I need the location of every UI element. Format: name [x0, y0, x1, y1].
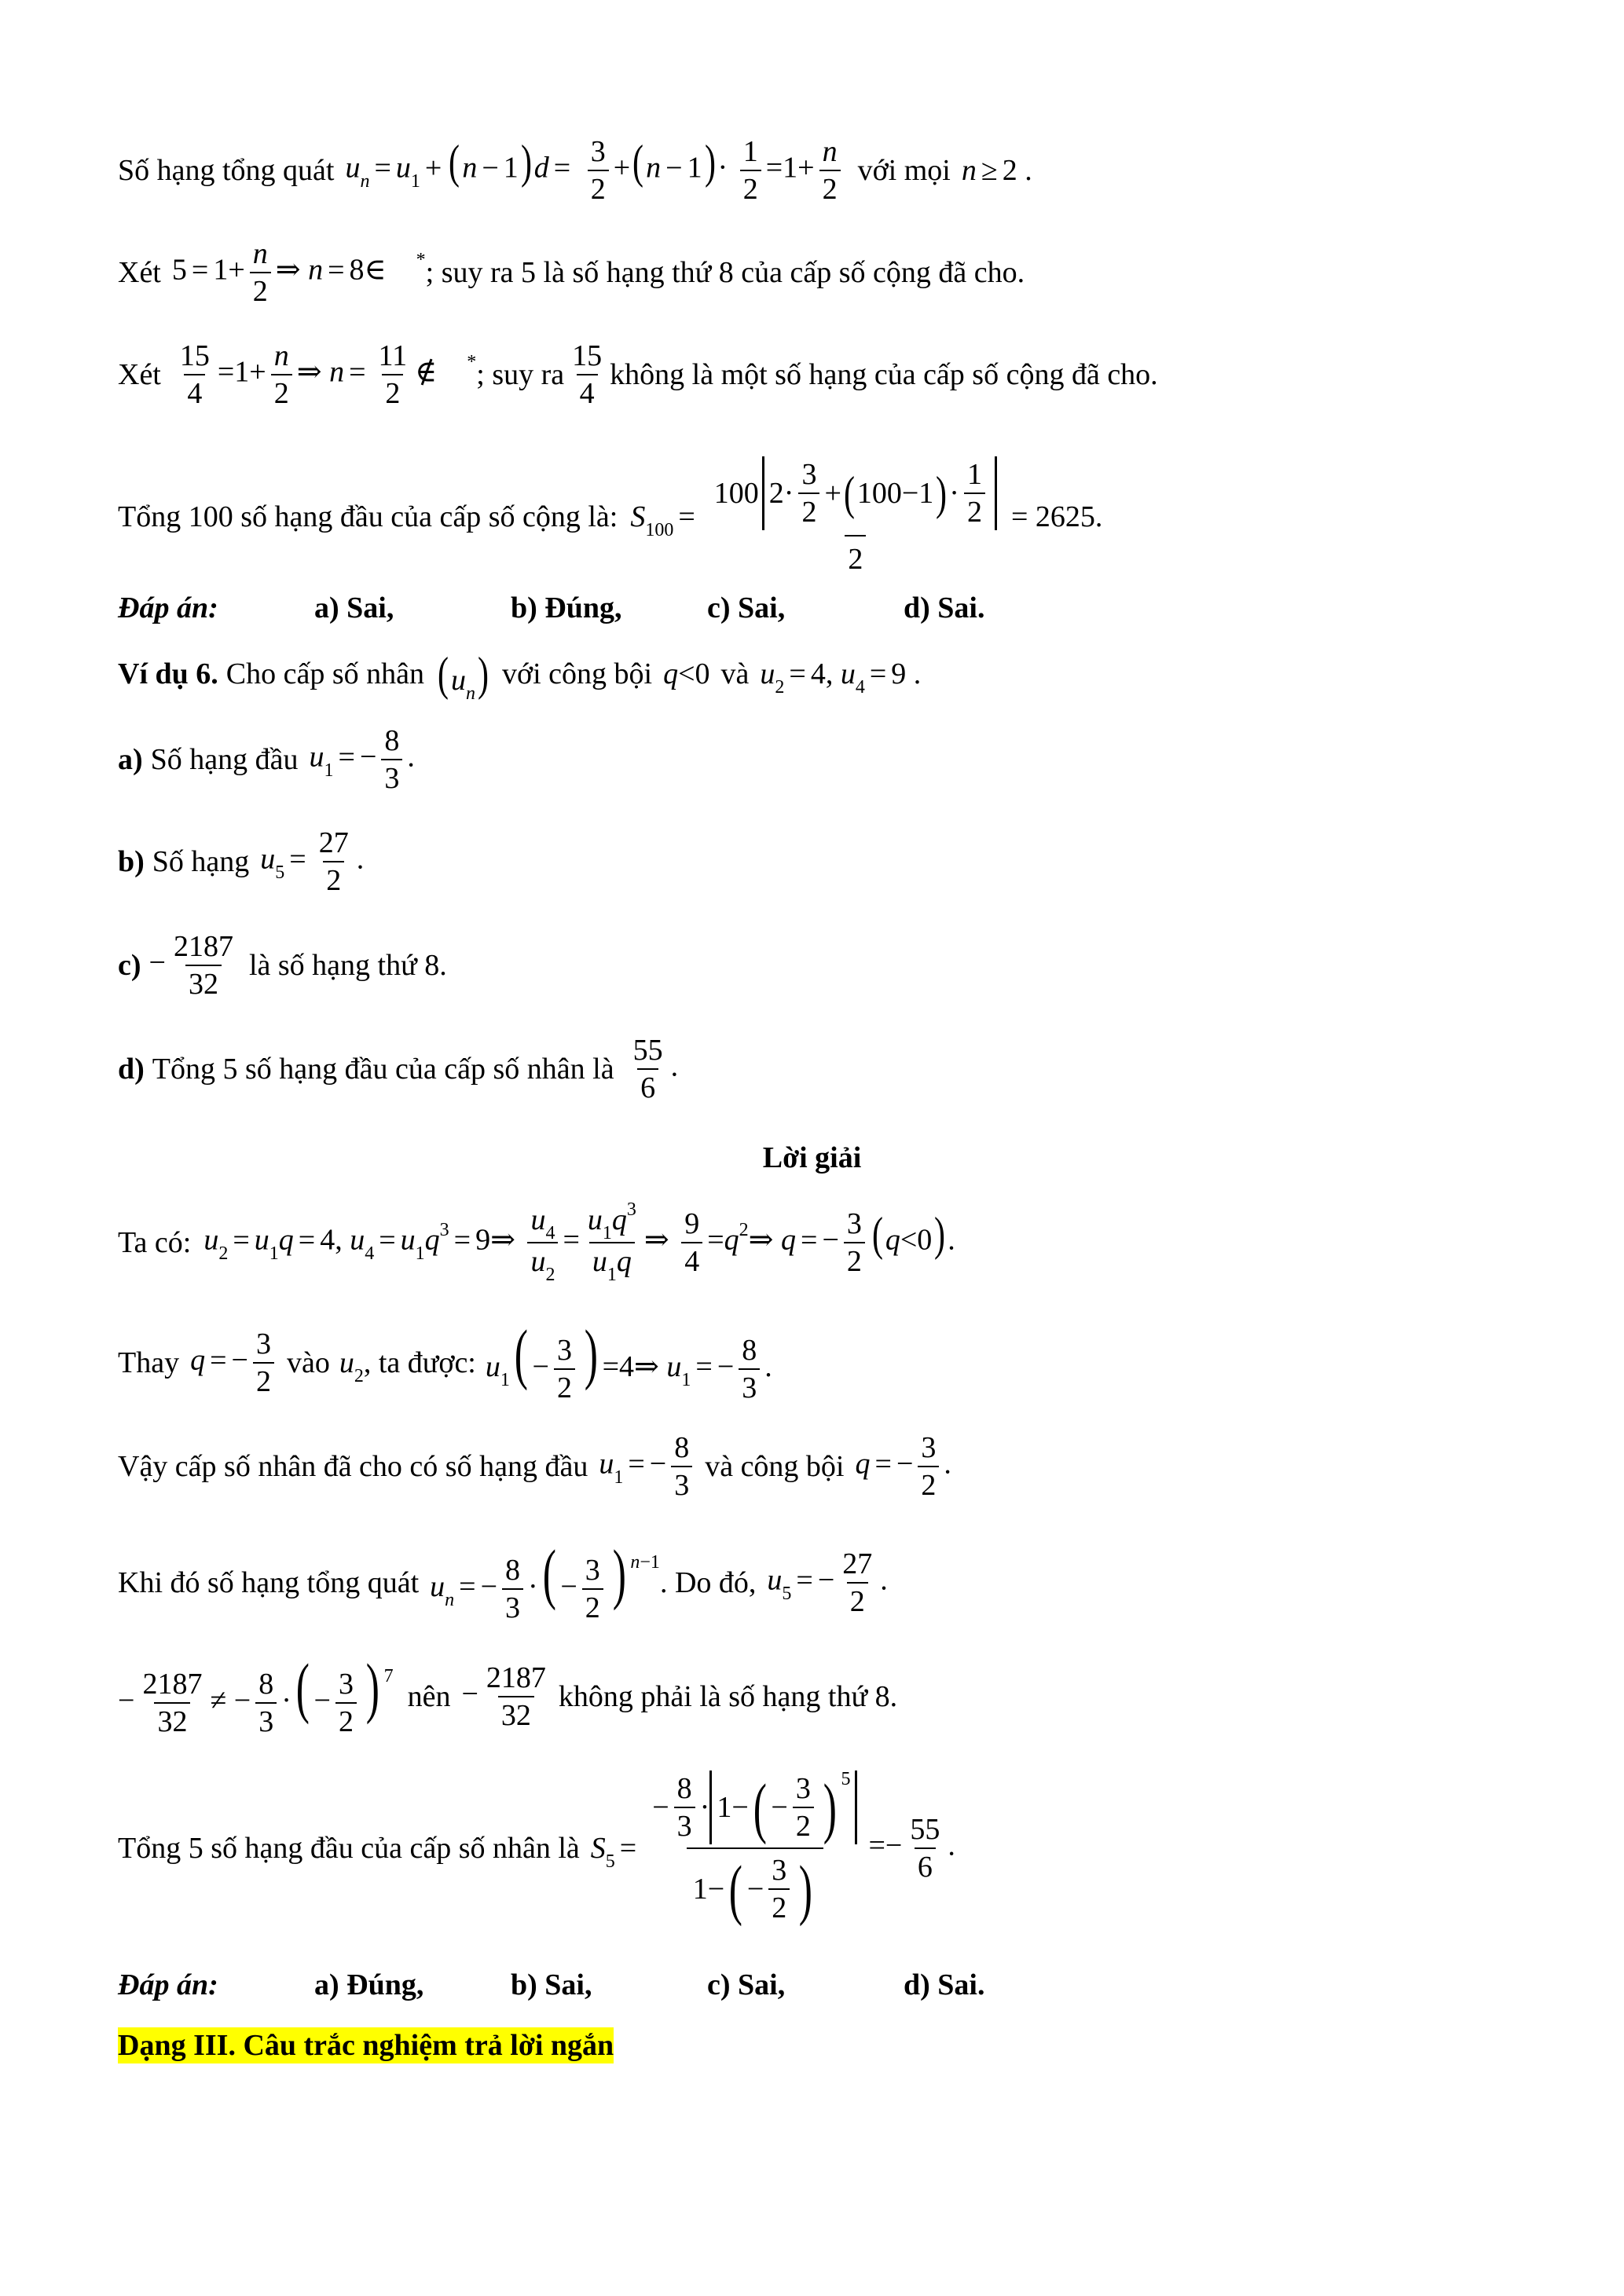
- example-6: Ví dụ 6. Cho cấp số nhân $(u_n)$ với công bội q<0 và $u_2 = 4$, $u_4 = 9$ .: [118, 648, 922, 704]
- text: không phải là số hạng thứ 8.: [558, 1680, 898, 1714]
- section-title: Dạng III. Câu trắc nghiệm trả lời ngắn: [118, 2029, 614, 2062]
- statement-a: a) Số hạng đầu $u_1$ = − $\frac{8}{3}$ .: [118, 724, 415, 795]
- label: b): [118, 845, 145, 878]
- text: Số hạng: [152, 845, 250, 878]
- text: với công bội: [501, 657, 653, 690]
- solution-step-4: Khi đó số hạng tổng quát $u_n$ = − $\frac{8}{3}$ ·( − $\frac{3}{2}$ ) $^{n-1}$ . Do đó, $u_5$ = − $\frac{27}{2}$ .: [118, 1536, 888, 1625]
- answer-d: d) Sai.: [904, 1968, 985, 2001]
- text: và công bội: [705, 1450, 845, 1483]
- text: Xét: [118, 256, 161, 289]
- example-label: Ví dụ 6.: [118, 657, 218, 690]
- solution-title: Lời giải: [762, 1141, 862, 1174]
- statement-b: b) Số hạng $u_5$ = $\frac{27}{2}$ .: [118, 826, 365, 897]
- text: Số hạng tổng quát: [118, 154, 335, 187]
- answer-b: b) Đúng,: [511, 591, 622, 624]
- label: d): [118, 1053, 145, 1086]
- section-heading: [118, 2028, 614, 2063]
- solution-step-6: Tổng 5 số hạng đầu của cấp số nhân là $S_5$ = − $\frac{8}{3}$ · 1− ( − $\frac{3}{2}$ ) 5 1− ( − $\frac{3}{2}$ ) =− $\frac{55}{6}$ .: [118, 1767, 955, 1929]
- text: Vậy cấp số nhân đã cho có số hạng đầu: [118, 1450, 588, 1483]
- label: c): [118, 949, 141, 982]
- text: ; suy ra 5 là số hạng thứ 8 của cấp số cộng đã cho.: [425, 256, 1025, 289]
- check-15-4-line: Xét $\frac{15}{4}$ =1+ $\frac{n}{2}$ ⇒ n = $\frac{11}{2}$ ∉ * ; suy ra $\frac{15}{4}$ không là một số hạng của cấp số cộng đã cho.: [118, 339, 1158, 410]
- sum-100-line: Tổng 100 số hạng đầu của cấp số cộng là: $S_{100}$ = 100 2· $\frac{3}{2}$ + ( 100−1 ) · $\frac{1}{2}$ 2 = 2625.: [118, 452, 1102, 582]
- text: nên: [407, 1680, 451, 1714]
- solution-step-3: Vậy cấp số nhân đã cho có số hạng đầu $u_1$ = − $\frac{8}{3}$ và công bội q = − $\frac{3}{2}$ .: [118, 1431, 951, 1502]
- check-5-line: Xét 5 = 1+ $\frac{n}{2}$ ⇒ n = 8∈ * ; suy ra 5 là số hạng thứ 8 của cấp số cộng đã cho.: [118, 237, 1025, 308]
- text: Tổng 5 số hạng đầu của cấp số nhân là: [152, 1053, 614, 1086]
- text: Tổng 5 số hạng đầu của cấp số nhân là: [118, 1832, 580, 1865]
- answer-label: Đáp án:: [118, 1968, 218, 2001]
- text: Xét: [118, 358, 161, 391]
- text: với mọi: [857, 154, 951, 187]
- text: = 2625.: [1010, 500, 1103, 533]
- answer-c: c) Sai,: [707, 1968, 786, 2001]
- text: và: [720, 657, 750, 690]
- text: không là một số hạng của cấp số cộng đã cho.: [610, 358, 1158, 391]
- general-term-line: Số hạng tổng quát $u_n = u_1 + (n - 1)d$ = $\frac{3}{2}$ +(n − 1)· $\frac{1}{2}$ =1+ $\frac{n}{2}$ với mọi n ≥ 2 .: [118, 135, 1032, 206]
- text: Số hạng đầu: [150, 743, 299, 776]
- answer-a: a) Đúng,: [314, 1968, 424, 2001]
- solution-step-2: Thay q = − $\frac{3}{2}$ vào $u_2$ , ta được: $u_1$( − $\frac{3}{2}$ ) =4⇒ $u_1$ = − $\frac{8}{3}$ .: [118, 1316, 772, 1405]
- answer-c: c) Sai,: [707, 591, 786, 624]
- statement-c: c) − $\frac{2187}{32}$ là số hạng thứ 8.: [118, 930, 447, 1001]
- answer-row-2: [118, 1968, 984, 2002]
- answer-a: a) Sai,: [314, 591, 394, 624]
- text: Cho cấp số nhân: [225, 657, 425, 690]
- text: , ta được:: [363, 1346, 476, 1380]
- text: . Do đó,: [659, 1566, 757, 1600]
- formula: $u_n = u_1 + (n - 1)d$ = $\frac{3}{2}$ +(n − 1)· $\frac{1}{2}$ =1+ $\frac{n}{2}$: [345, 134, 845, 207]
- label: a): [118, 743, 143, 776]
- text: ; suy ra: [476, 358, 565, 391]
- text: là số hạng thứ 8.: [248, 949, 447, 982]
- answer-d: d) Sai.: [904, 591, 985, 624]
- solution-step-1: Ta có: $u_2 = u_1q = 4$, $u_4 = u_1q^3$ = 9⇒ $\frac{u_4}{u_2}$ = $\frac{u_1q^3}{u_1q}$ ⇒ $\frac{9}{4}$ $=q^2\Rightarrow$ q = − $\frac{3}{2}$ (q<0).: [118, 1199, 955, 1285]
- text: Ta có:: [118, 1226, 192, 1259]
- statement-d: d) Tổng 5 số hạng đầu của cấp số nhân là $\frac{55}{6}$ .: [118, 1034, 679, 1104]
- text: Tổng 100 số hạng đầu của cấp số cộng là:: [118, 500, 618, 533]
- answer-b: b) Sai,: [511, 1968, 592, 2001]
- solution-step-5: − $\frac{2187}{32}$ ≠ − $\frac{8}{3}$ ·( − $\frac{3}{2}$ ) $^7$ nên − $\frac{2187}{32}$ không phải là số hạng thứ 8.: [118, 1650, 898, 1739]
- text: Thay: [118, 1346, 180, 1380]
- answer-label: Đáp án:: [118, 591, 218, 624]
- text: vào: [286, 1346, 330, 1380]
- answer-row-1: [118, 591, 984, 625]
- text: Khi đó số hạng tổng quát: [118, 1566, 420, 1600]
